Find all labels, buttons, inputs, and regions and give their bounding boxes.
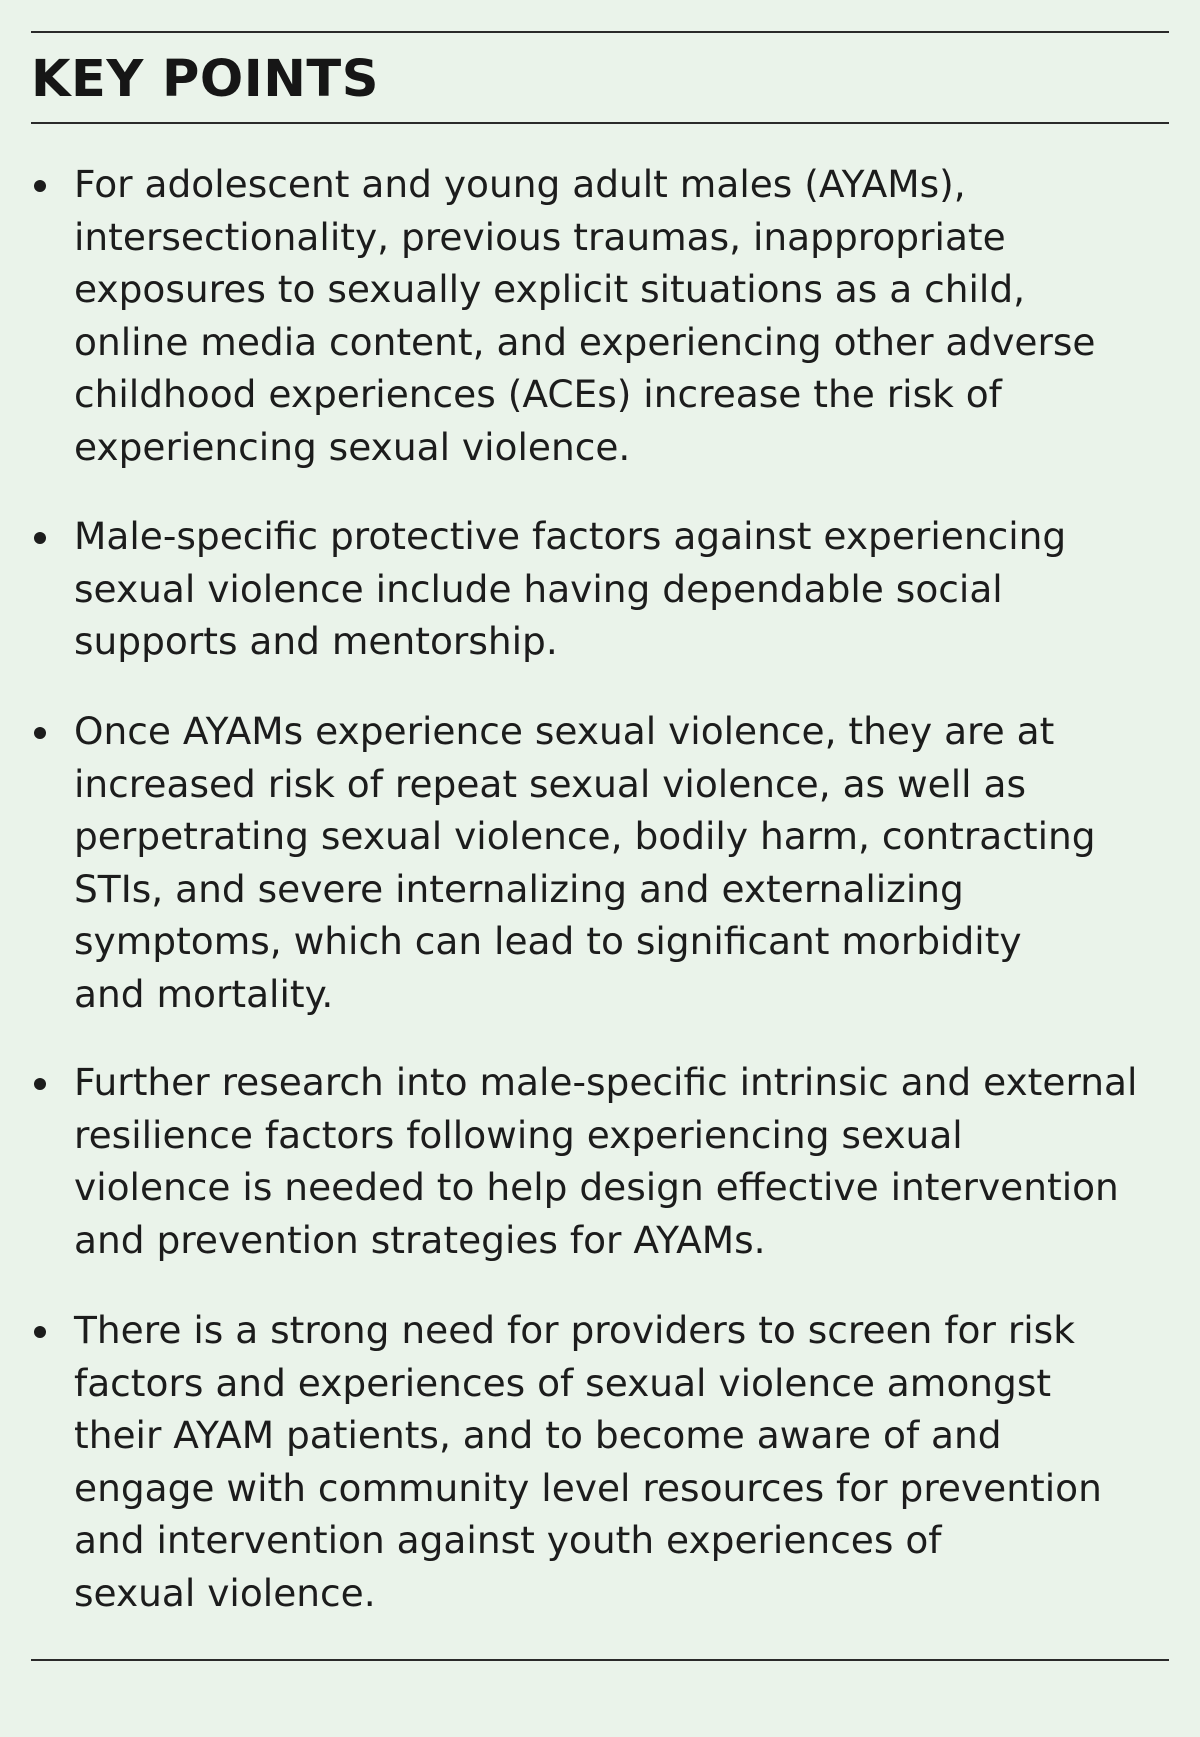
key-point-line: perpetrating sexual violence, bodily harm, contracting — [74, 814, 1096, 858]
top-rule — [31, 31, 1169, 33]
key-point-2 — [74, 510, 1184, 668]
key-point-1 — [74, 158, 1184, 473]
bullet-icon — [34, 180, 46, 192]
key-point-line: childhood experiences (ACEs) increase the risk of — [74, 372, 1002, 416]
key-point-line: Once AYAMs experience sexual violence, they are at — [74, 709, 1055, 753]
key-point-line: resilience factors following experiencing sexual — [74, 1112, 963, 1157]
key-point-line: engage with community level resources for prevention — [74, 1465, 1102, 1510]
key-point-line: and mortality. — [74, 971, 334, 1016]
key-point-line: online media content, and experiencing other adverse — [74, 319, 1096, 364]
key-point-line: and prevention strategies for AYAMs. — [74, 1217, 766, 1262]
key-point-line: intersectionality, previous traumas, inappropriate — [74, 214, 1006, 259]
key-point-line: Male-specific protective factors against experiencing — [74, 514, 1067, 558]
header-rule — [31, 122, 1169, 124]
key-point-line: and intervention against youth experiences of — [74, 1518, 942, 1562]
key-point-3 — [74, 705, 1184, 1020]
key-point-line: violence is needed to help design effective intervention — [74, 1165, 1119, 1209]
key-point-line: experiencing sexual violence. — [74, 424, 631, 469]
key-point-5 — [74, 1304, 1184, 1619]
bullet-icon — [34, 1078, 46, 1090]
bullet-icon — [34, 727, 46, 739]
box-title: KEY POINTS — [31, 50, 379, 109]
key-point-line: For adolescent and young adult males (AYAMs), — [74, 162, 966, 206]
key-point-4 — [74, 1056, 1184, 1266]
key-point-line: increased risk of repeat sexual violence, as well as — [74, 761, 1027, 806]
key-point-line: STIs, and severe internalizing and externalizing — [74, 866, 964, 911]
key-point-line: There is a strong need for providers to screen for risk — [74, 1308, 1075, 1352]
bottom-rule — [31, 1659, 1169, 1661]
bullet-icon — [34, 532, 46, 544]
key-point-line: factors and experiences of sexual violence amongst — [74, 1360, 1052, 1405]
key-point-line: symptoms, which can lead to significant morbidity — [74, 919, 1022, 963]
key-point-line: sexual violence include having dependable social — [74, 566, 1003, 611]
key-point-line: sexual violence. — [74, 1570, 376, 1615]
key-point-line: Further research into male-specific intrinsic and external — [74, 1060, 1138, 1104]
bullet-icon — [34, 1326, 46, 1338]
key-point-line: supports and mentorship. — [74, 619, 558, 663]
key-point-line: their AYAM patients, and to become aware of and — [74, 1413, 1002, 1457]
key-point-line: exposures to sexually explicit situations as a child, — [74, 267, 1026, 311]
